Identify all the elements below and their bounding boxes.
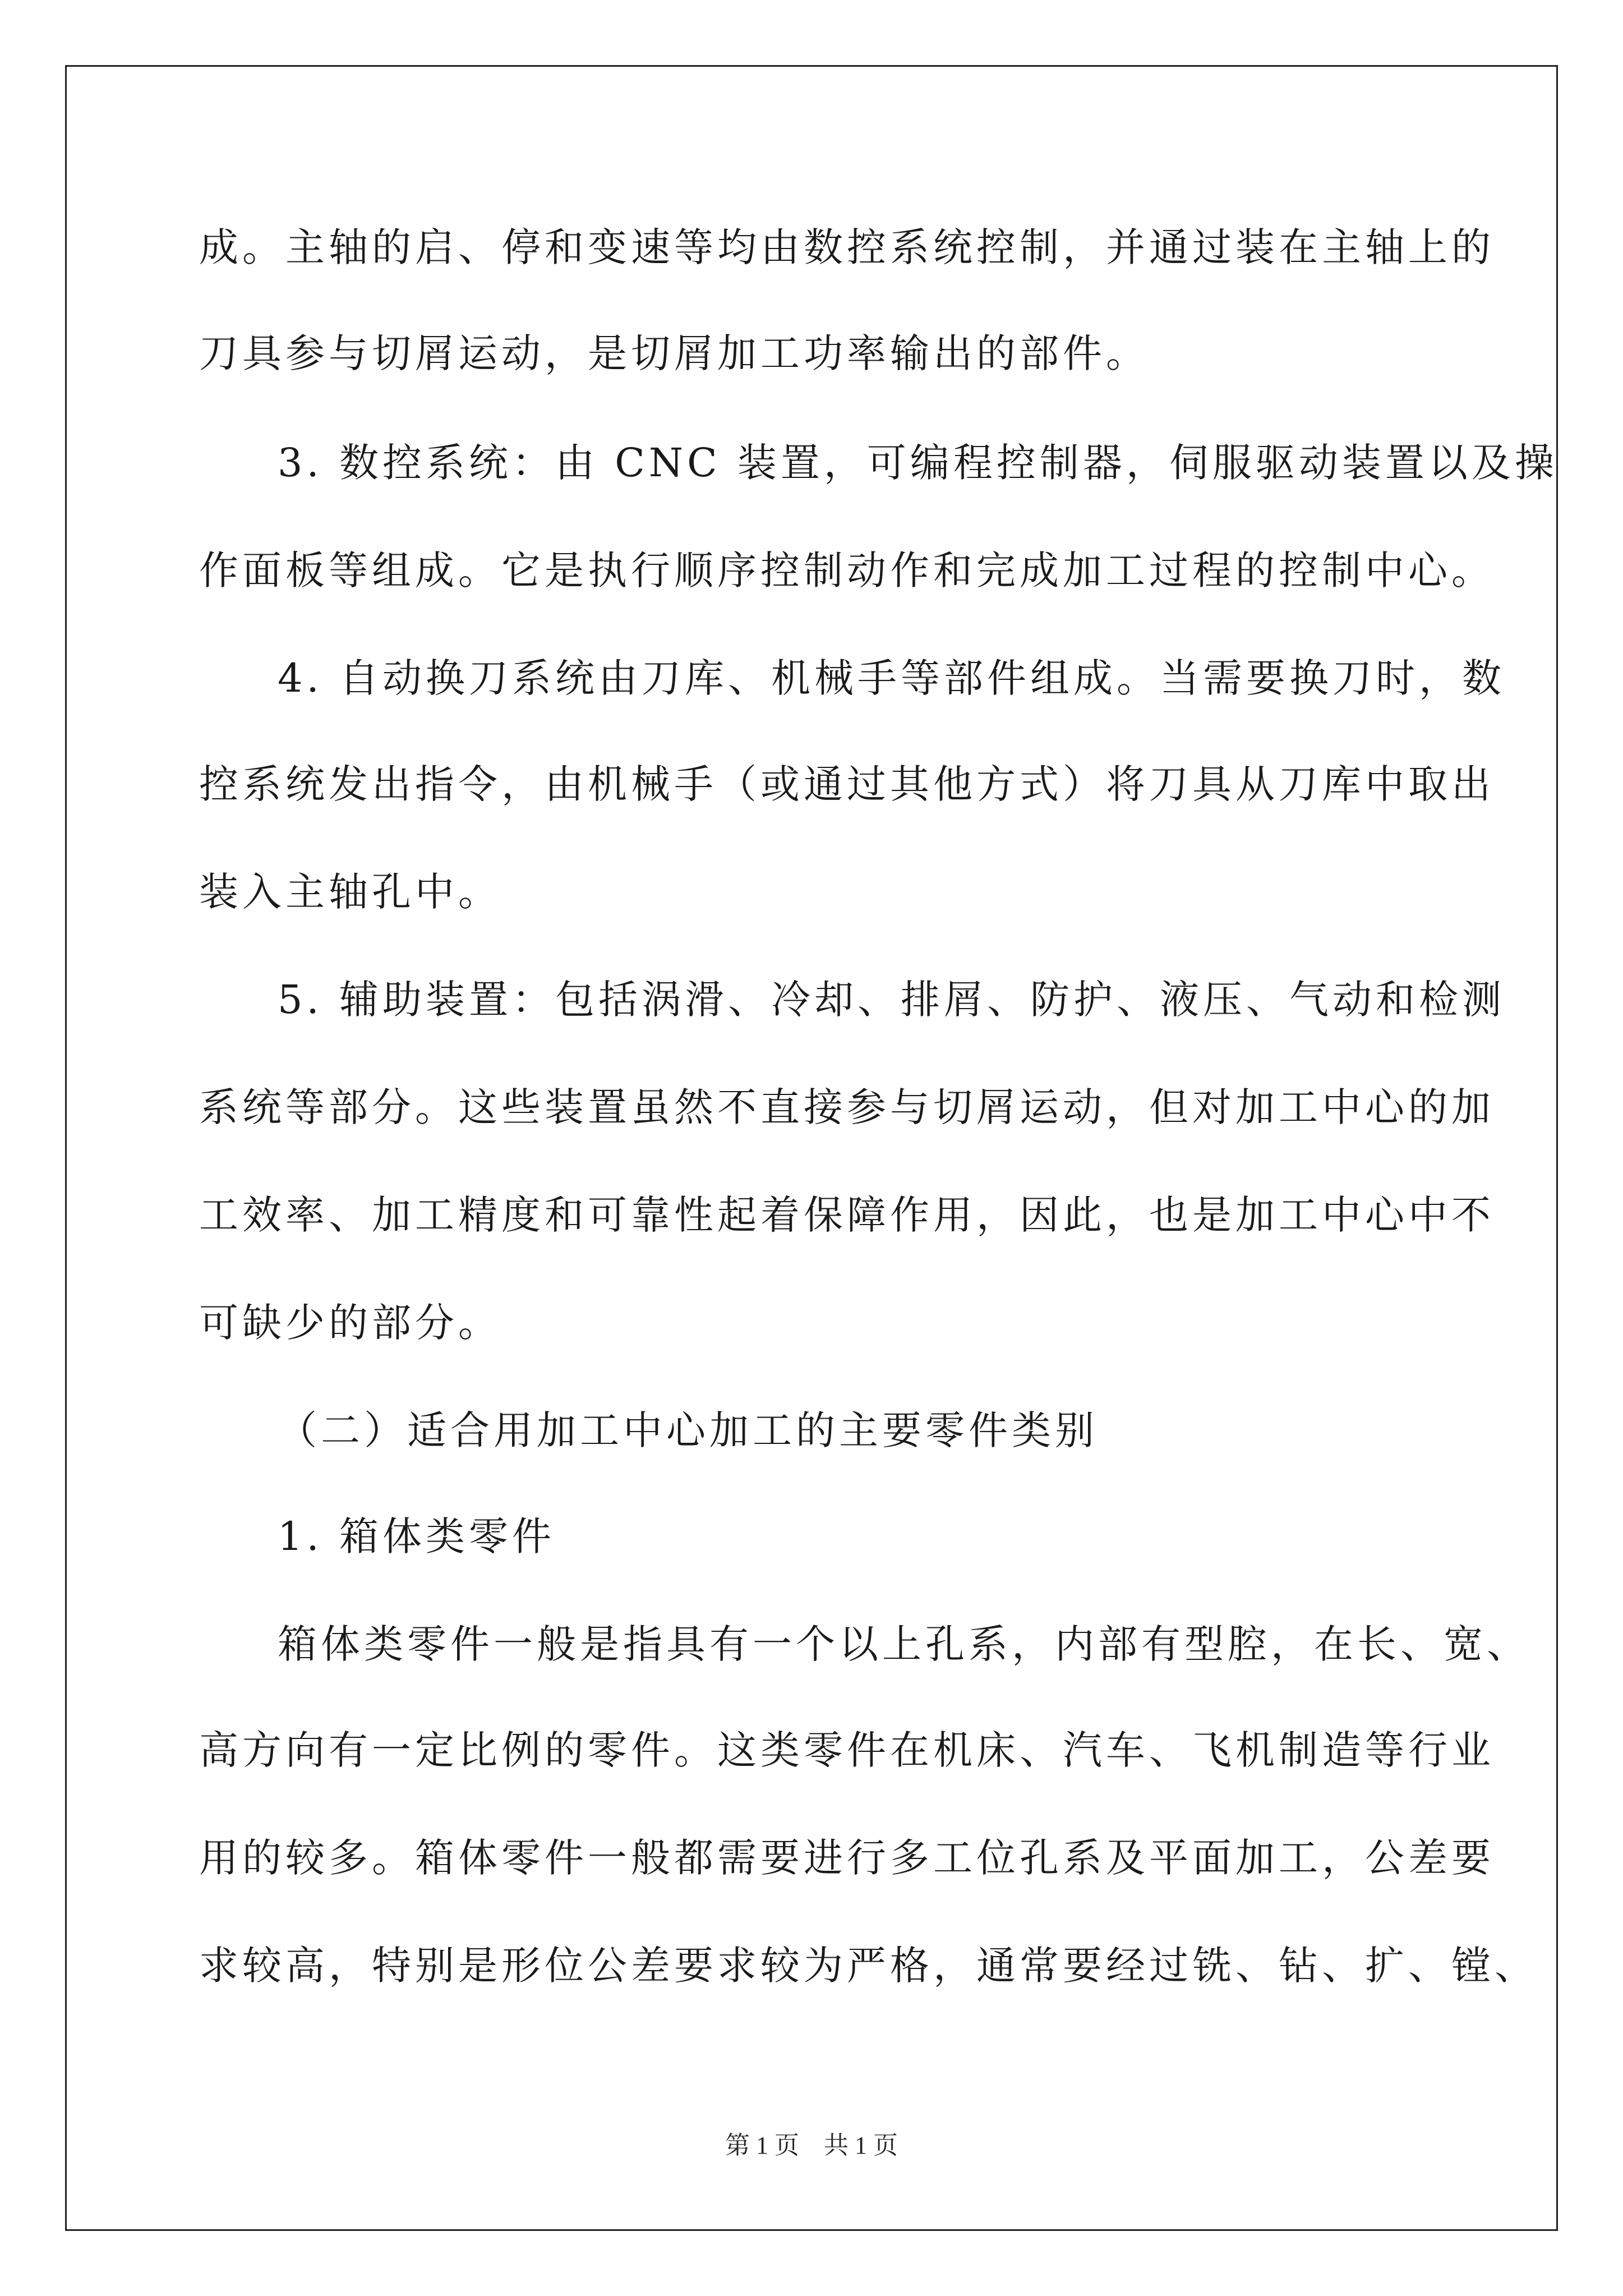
text-line: 3. 数控系统：由 CNC 装置，可编程控制器，伺服驱动装置以及操 xyxy=(278,440,1558,486)
text-line: 4. 自动换刀系统由刀库、机械手等部件组成。当需要换刀时，数 xyxy=(278,655,1506,701)
text-line: 成。主轴的启、停和变速等均由数控系统控制，并通过装在主轴上的 xyxy=(199,224,1495,270)
text-line: 可缺少的部分。 xyxy=(199,1300,501,1346)
text-line: 装入主轴孔中。 xyxy=(199,869,501,915)
text-line: 高方向有一定比例的零件。这类零件在机床、汽车、飞机制造等行业 xyxy=(199,1727,1495,1773)
subsection-heading: 1. 箱体类零件 xyxy=(278,1513,556,1559)
text-line: 系统等部分。这些装置虽然不直接参与切屑运动，但对加工中心的加 xyxy=(199,1084,1495,1130)
text-line: 5. 辅助装置：包括涡滑、冷却、排屑、防护、液压、气动和检测 xyxy=(278,977,1506,1023)
text-line: 刀具参与切屑运动，是切屑加工功率输出的部件。 xyxy=(199,330,1149,376)
section-heading: （二）适合用加工中心加工的主要零件类别 xyxy=(278,1407,1098,1453)
page-border xyxy=(65,65,1558,2231)
text-line: 工效率、加工精度和可靠性起着保障作用，因此，也是加工中心中不 xyxy=(199,1192,1495,1238)
page-number-footer: 第 1 页 共 1 页 xyxy=(725,2132,898,2159)
text-line: 求较高，特别是形位公差要求较为严格，通常要经过铣、钻、扩、镗、 xyxy=(199,1943,1538,1989)
text-line: 箱体类零件一般是指具有一个以上孔系，内部有型腔，在长、宽、 xyxy=(278,1621,1530,1667)
text-line: 作面板等组成。它是执行顺序控制动作和完成加工过程的控制中心。 xyxy=(199,547,1495,593)
text-line: 用的较多。箱体零件一般都需要进行多工位孔系及平面加工，公差要 xyxy=(199,1835,1495,1881)
text-line: 控系统发出指令，由机械手（或通过其他方式）将刀具从刀库中取出 xyxy=(199,761,1495,807)
